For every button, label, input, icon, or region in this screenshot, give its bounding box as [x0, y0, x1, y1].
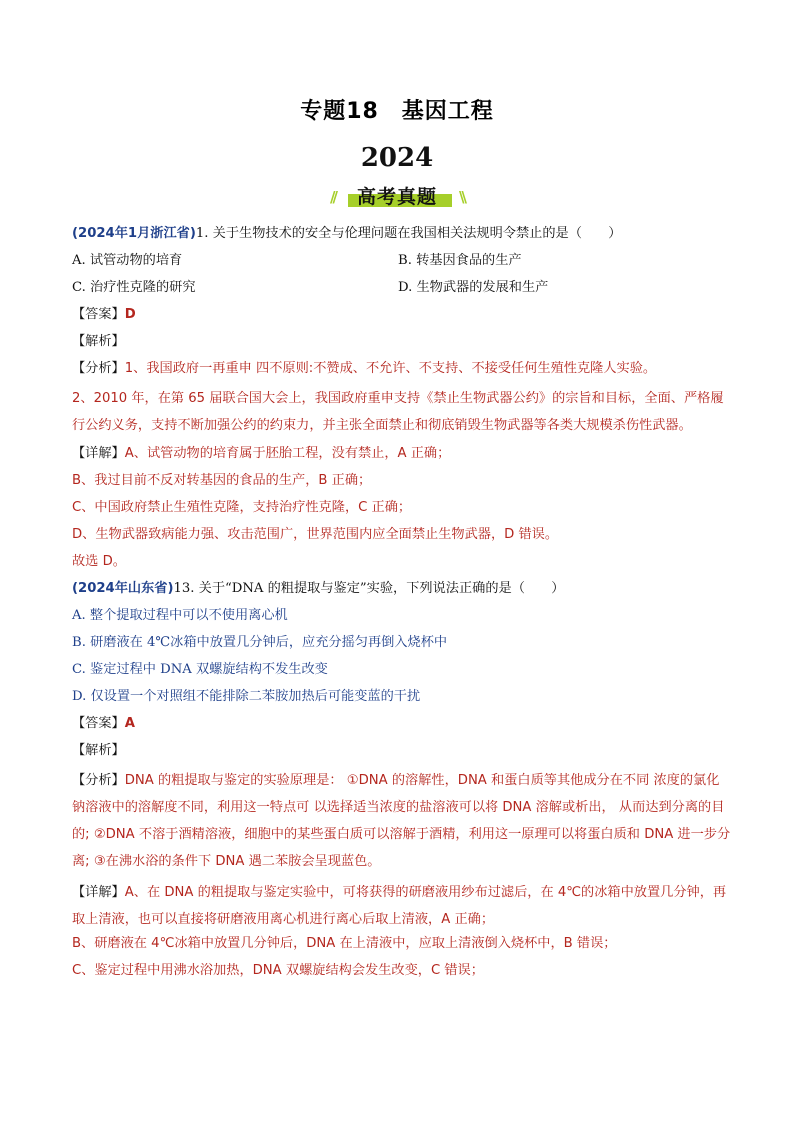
fenxi-tag: 【分析】 [72, 361, 125, 376]
question-1-fenxi-2 [72, 385, 732, 439]
question-1-detail-b: B、我过目前不反对转基因的食品的生产，B 正确； [72, 473, 372, 488]
question-2-option-d: D. 仅设置一个对照组不能排除二苯胺加热后可能变蓝的干扰 [72, 689, 421, 704]
question-2-fenxi-text: DNA 的粗提取与鉴定的实验原理是： ①DNA 的溶解性，DNA 和蛋白质等其他成分在不同 浓度的氯化钠溶液中的溶解度不同，利用这一特点可 以选择适当浓度的盐溶液可以将 DNA 溶解或析出， 从而达到分离的目的; ②DNA 不溶于酒精溶液，细胞中的某些蛋白质可以溶解于酒精，利用这一原理可以将蛋白质和 DNA 进一步分离; ③在沸水浴的条件下 DNA 遇二苯胺会呈现蓝色。 [72, 773, 731, 869]
question-2-analysis-tag [72, 740, 732, 767]
question-1-answer [72, 304, 732, 331]
answer-tag: 【答案】 [72, 307, 125, 322]
question-2-detail-a-text: A、在 DNA 的粗提取与鉴定实验中，可将获得的研磨液用纱布过滤后，在 4℃的冰箱中放置几分钟，再取上清液，也可以直接将研磨液用离心机进行离心后取上清液，A 正确； [72, 885, 727, 927]
fenxi-tag: 【分析】 [72, 773, 125, 788]
question-1-answer-value: D [124, 307, 136, 322]
question-1-detail-d: D、生物武器致病能力强、攻击范围广，世界范围内应全面禁止生物武器，D 错误。 [72, 527, 559, 542]
question-1-detail-a-text: A、试管动物的培育属于胚胎工程，没有禁止，A 正确； [124, 446, 451, 461]
banner-label: 高考真题 [356, 186, 437, 208]
question-1-source: (2024年1月浙江省) [72, 226, 196, 241]
question-2-option-a: A. 整个提取过程中可以不使用离心机 [72, 608, 288, 623]
question-1-fenxi-1-text: 1、我国政府一再重申 四不原则:不赞成、不允许、不支持、不接受任何生殖性克隆人实验。 [124, 361, 657, 376]
question-1-options-row-1 [72, 250, 732, 277]
answer-tag: 【答案】 [72, 716, 125, 731]
question-2-text: 13. 关于“DNA 的粗提取与鉴定”实验，下列说法正确的是（ ） [173, 581, 565, 596]
question-2-detail-b: B、研磨液在 4℃冰箱中放置几分钟后，DNA 在上清液中，应取上清液倒入烧杯中，B 错误； [72, 936, 617, 951]
question-1-option-d: D. 生物武器的发展和生产 [398, 280, 549, 295]
analysis-tag: 【解析】 [72, 334, 125, 349]
document-content [72, 223, 732, 987]
question-2-option-b: B. 研磨液在 4℃冰箱中放置几分钟后，应充分摇匀再倒入烧杯中 [72, 635, 448, 650]
question-1-option-c: C. 治疗性克隆的研究 [72, 280, 196, 295]
question-2-source: (2024年山东省) [72, 581, 174, 596]
question-1-detail-a [72, 443, 732, 470]
banner-slash-left-icon: // [330, 188, 335, 206]
xiangjie-tag: 【详解】 [72, 446, 125, 461]
xiangjie-tag: 【详解】 [72, 885, 125, 900]
section-banner [326, 182, 468, 210]
question-1-stem [72, 223, 732, 250]
question-1-detail-c: C、中国政府禁止生殖性克隆，支持治疗性克隆，C 正确； [72, 500, 412, 515]
analysis-tag: 【解析】 [72, 743, 125, 758]
question-1-option-a: A. 试管动物的培育 [72, 253, 183, 268]
question-2-detail-c: C、鉴定过程中用沸水浴加热，DNA 双螺旋结构会发生改变，C 错误； [72, 963, 484, 978]
question-1-text: 1. 关于生物技术的安全与伦理问题在我国相关法规明令禁止的是（ ） [195, 226, 622, 241]
question-1-options-row-2 [72, 277, 732, 304]
year-heading: 2024 [360, 143, 434, 173]
document-title: 专题18 基因工程 [300, 99, 494, 124]
question-1-fenxi-1 [72, 358, 732, 385]
question-1-fenxi-2-text: 2、2010 年，在第 65 届联合国大会上，我国政府重申支持《禁止生物武器公约》的宗旨和目标，全面、严格履行公约义务，支持不断加强公约的约束力，并主张全面禁止和彻底销毁生物武器等各类大规模杀伤性武器。 [72, 391, 724, 433]
question-2-detail-a [72, 879, 732, 933]
question-1-conclusion: 故选 D。 [72, 554, 126, 569]
question-2-answer [72, 713, 732, 740]
banner-slash-right-icon: \\ [459, 188, 464, 206]
question-2-answer-value: A [124, 716, 135, 731]
question-2-option-c: C. 鉴定过程中 DNA 双螺旋结构不发生改变 [72, 662, 328, 677]
question-1-analysis-tag [72, 331, 732, 358]
question-2-stem [72, 578, 732, 605]
question-2-fenxi [72, 767, 732, 875]
question-1-option-b: B. 转基因食品的生产 [398, 253, 522, 268]
